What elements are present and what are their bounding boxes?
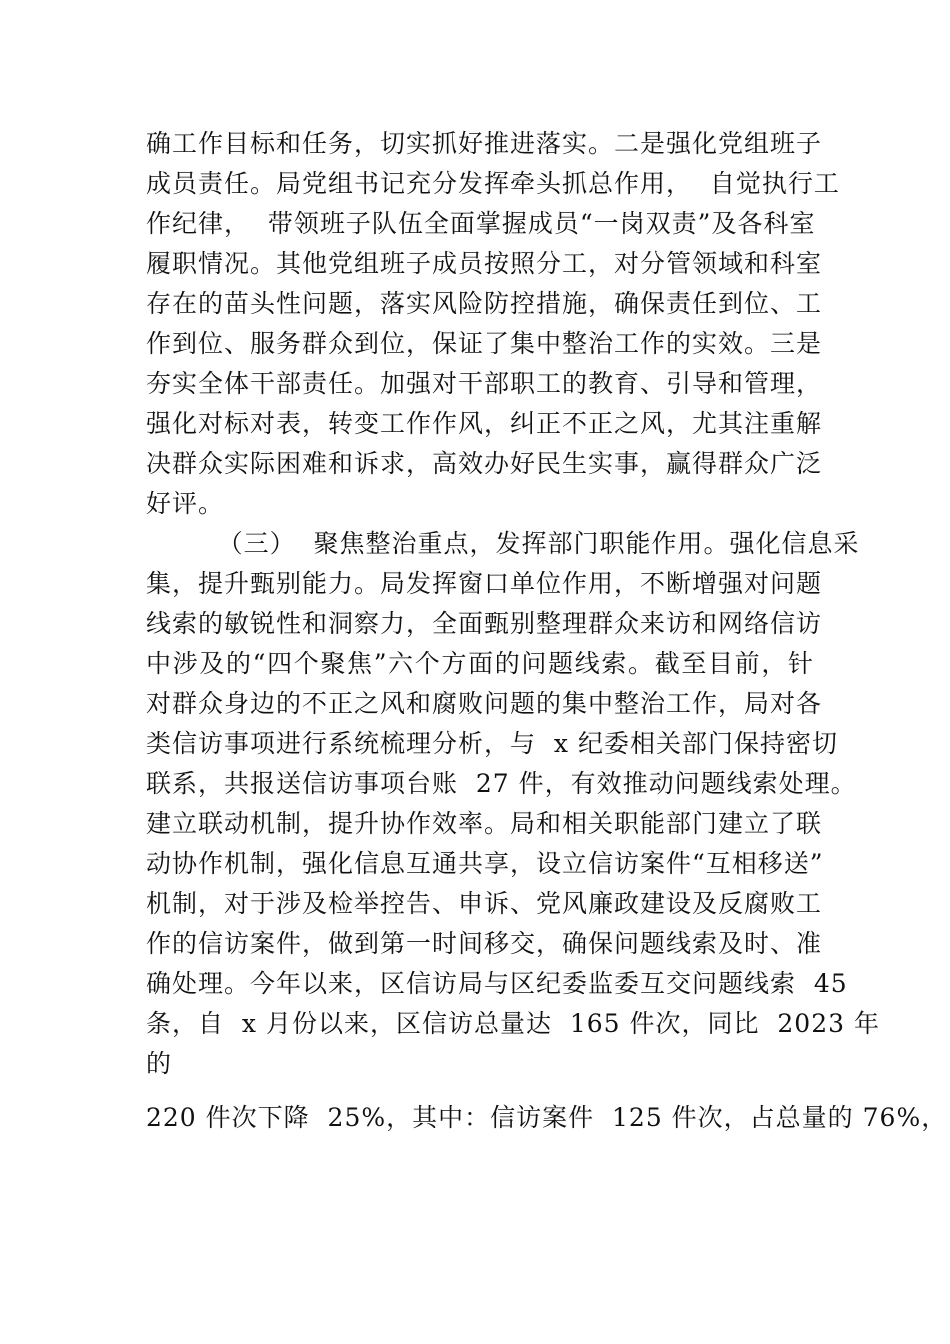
- text-line: 成员责任。局党组书记充分发挥牵头抓总作用， 自觉执行工: [146, 169, 840, 198]
- text-line: 对群众身边的不正之风和腐败问题的集中整治工作，局对各: [146, 689, 823, 718]
- text-line: 220 件次下降 25%，其中：信访案件 125 件次，占总量的 76%，: [146, 1103, 948, 1132]
- text-line: 履职情况。其他党组班子成员按照分工，对分管领域和科室: [146, 249, 823, 278]
- text-line: 建立联动机制，提升协作效率。局和相关职能部门建立了联: [146, 809, 823, 838]
- text-line: 线索的敏锐性和洞察力，全面甄别整理群众来访和网络信访: [146, 609, 823, 638]
- section-heading-line: （三） 聚焦整治重点，发挥部门职能作用。强化信息采: [146, 529, 860, 558]
- text-line: 确工作目标和任务，切实抓好推进落实。二是强化党组班子: [146, 129, 823, 158]
- text-line: 作纪律， 带领班子队伍全面掌握成员“一岗双责”及各科室: [146, 209, 816, 238]
- text-line: 类信访事项进行系统梳理分析，与 x 纪委相关部门保持密切: [146, 729, 838, 758]
- text-line: 存在的苗头性问题，落实风险防控措施，确保责任到位、工: [146, 289, 823, 318]
- text-line: 作的信访案件，做到第一时间移交，确保问题线索及时、准: [146, 929, 823, 958]
- text-line: 好评。: [146, 489, 225, 518]
- text-line: 确处理。今年以来，区信访局与区纪委监委互交问题线索 45: [146, 969, 848, 998]
- text-line: 机制，对于涉及检举控告、申诉、党风廉政建设及反腐败工: [146, 889, 823, 918]
- text-line: 的: [146, 1049, 173, 1078]
- text-line: 强化对标对表，转变工作作风，纠正不正之风，尤其注重解: [146, 409, 823, 438]
- text-line: 作到位、服务群众到位，保证了集中整治工作的实效。三是: [146, 329, 823, 358]
- text-line: 集，提升甄别能力。局发挥窗口单位作用，不断增强对问题: [146, 569, 823, 598]
- text-line: 条，自 x 月份以来，区信访总量达 165 件次，同比 2023 年: [146, 1009, 880, 1038]
- text-line: 夯实全体干部责任。加强对干部职工的教育、引导和管理，: [146, 369, 823, 398]
- text-line: 动协作机制，强化信息互通共享，设立信访案件“互相移送”: [146, 849, 824, 878]
- text-line: 联系，共报送信访事项台账 27 件，有效推动问题线索处理。: [146, 769, 857, 798]
- text-line: 决群众实际困难和诉求，高效办好民生实事，赢得群众广泛: [146, 449, 823, 478]
- text-line: 中涉及的“四个聚焦”六个方面的问题线索。截至目前，针: [146, 649, 814, 678]
